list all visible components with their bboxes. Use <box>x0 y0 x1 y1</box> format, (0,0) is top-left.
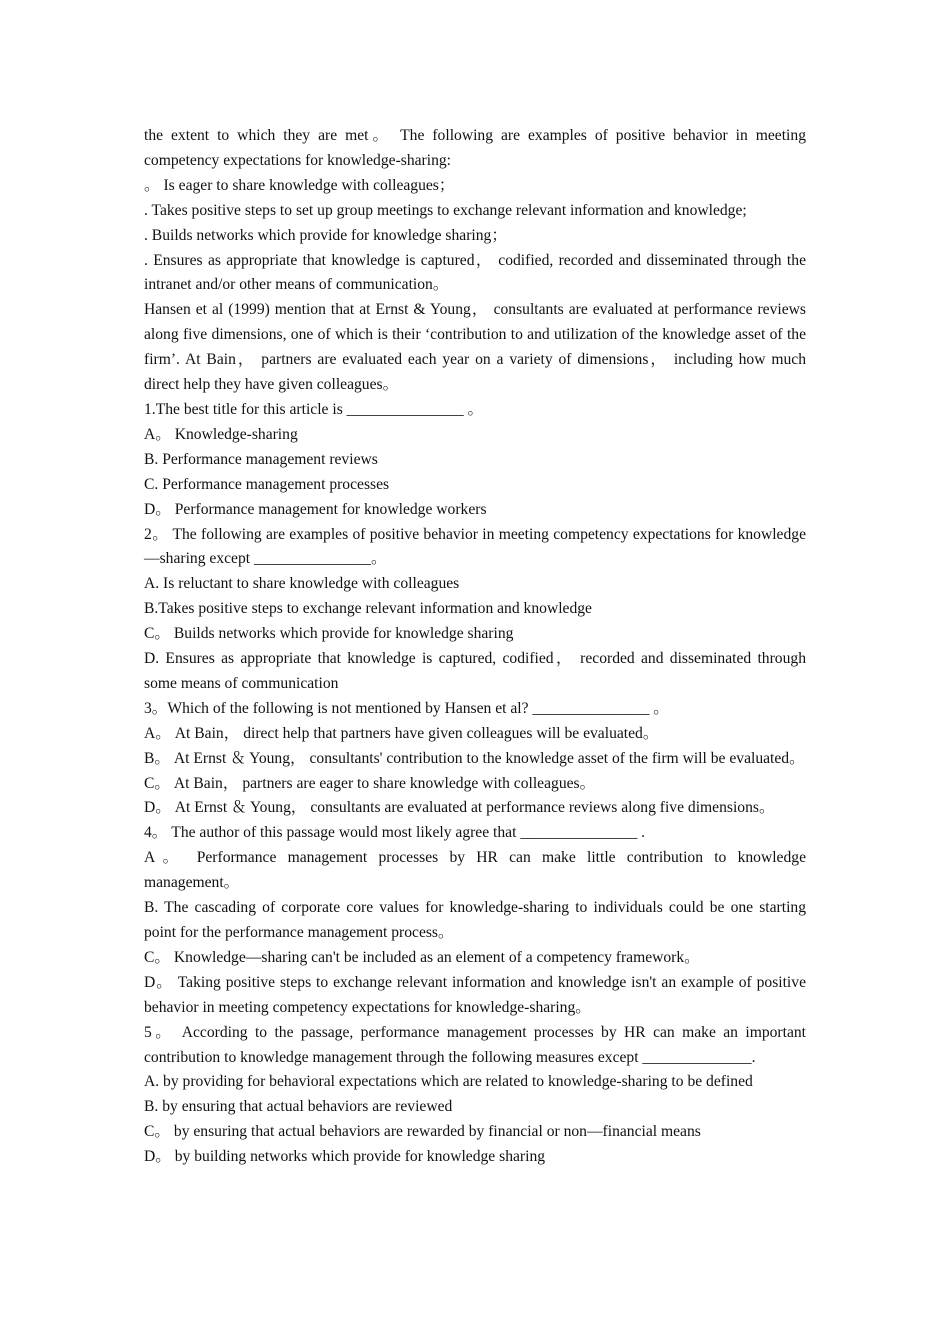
answer-option: B. by ensuring that actual behaviors are reviewed <box>144 1098 453 1116</box>
question-2 <box>144 523 806 697</box>
passage-bullet: 。 Is eager to share knowledge with colleagues； <box>144 176 455 194</box>
passage-bullet: . Takes positive steps to set up group meetings to exchange relevant information and knowledge; <box>144 201 747 219</box>
question-4 <box>144 821 806 1020</box>
answer-option: A。 Performance management processes by HR can make little contribution to knowledge management。 <box>144 849 806 892</box>
answer-option: D。 by building networks which provide for knowledge sharing <box>144 1148 546 1166</box>
answer-option: C。 Builds networks which provide for knowledge sharing <box>144 625 514 643</box>
question-stem: 4。 The author of this passage would most likely agree that _______________ . <box>144 824 646 842</box>
question-1 <box>144 398 806 523</box>
document-page <box>144 124 806 1170</box>
answer-option: C。 Knowledge—sharing can't be included as an element of a competency framework。 <box>144 948 700 966</box>
question-stem: 2。 The following are examples of positive behavior in meeting competency expectations for knowledge—sharing except _______________。 <box>144 525 806 568</box>
question-stem: 1.The best title for this article is _______________ 。 <box>144 400 484 418</box>
answer-option: A。 At Bain， direct help that partners have given colleagues will be evaluated。 <box>144 724 659 742</box>
passage-bullet: . Builds networks which provide for knowledge sharing； <box>144 226 507 244</box>
question-stem: 3。Which of the following is not mentioned by Hansen et al? _______________ 。 <box>144 699 669 717</box>
answer-option: D。 Performance management for knowledge workers <box>144 500 487 518</box>
passage-paragraph: the extent to which they are met。 The following are examples of positive behavior in meeting competency expectations for knowledge-sharing: <box>144 127 806 169</box>
answer-option: A. by providing for behavioral expectations which are related to knowledge-sharing to be defined <box>144 1073 753 1091</box>
answer-option: A. Is reluctant to share knowledge with colleagues <box>144 575 460 593</box>
question-stem: 5。 According to the passage, performance management processes by HR can make an important contribution to knowledge management through the following measures except ______________. <box>144 1023 806 1066</box>
answer-option: B. The cascading of corporate core values for knowledge-sharing to individuals could be one starting point for the performance management process。 <box>144 899 806 941</box>
answer-option: B.Takes positive steps to exchange relevant information and knowledge <box>144 600 592 618</box>
passage-paragraph: Hansen et al (1999) mention that at Ernst & Young， consultants are evaluated at performance reviews along five dimensions, one of which is their ‘contribution to and utilization of the knowledge asset of the firm’. At Bain， partners are evaluated each year on a variety of dimensions， including how much direct help they have given colleagues。 <box>144 301 806 394</box>
question-3 <box>144 697 806 822</box>
answer-option: D. Ensures as appropriate that knowledge is captured, codified， recorded and disseminated through some means of communication <box>144 650 806 692</box>
question-5 <box>144 1021 806 1170</box>
answer-option: D。 At Ernst ＆ Young， consultants are evaluated at performance reviews along five dimensions。 <box>144 799 775 817</box>
answer-option: A。 Knowledge-sharing <box>144 425 298 443</box>
passage-bullet: . Ensures as appropriate that knowledge is captured， codified, recorded and disseminated through the intranet and/or other means of communication。 <box>144 251 806 294</box>
passage <box>144 124 806 398</box>
answer-option: C. Performance management processes <box>144 475 390 493</box>
answer-option: B。 At Ernst ＆ Young， consultants' contribution to the knowledge asset of the firm will be evaluated。 <box>144 749 805 767</box>
answer-option: B. Performance management reviews <box>144 450 378 468</box>
answer-option: C。 by ensuring that actual behaviors are rewarded by financial or non—financial means <box>144 1123 701 1141</box>
answer-option: C。 At Bain， partners are eager to share knowledge with colleagues。 <box>144 774 596 792</box>
answer-option: D。 Taking positive steps to exchange relevant information and knowledge isn't an example of positive behavior in meeting competency expectations for knowledge-sharing。 <box>144 973 806 1016</box>
